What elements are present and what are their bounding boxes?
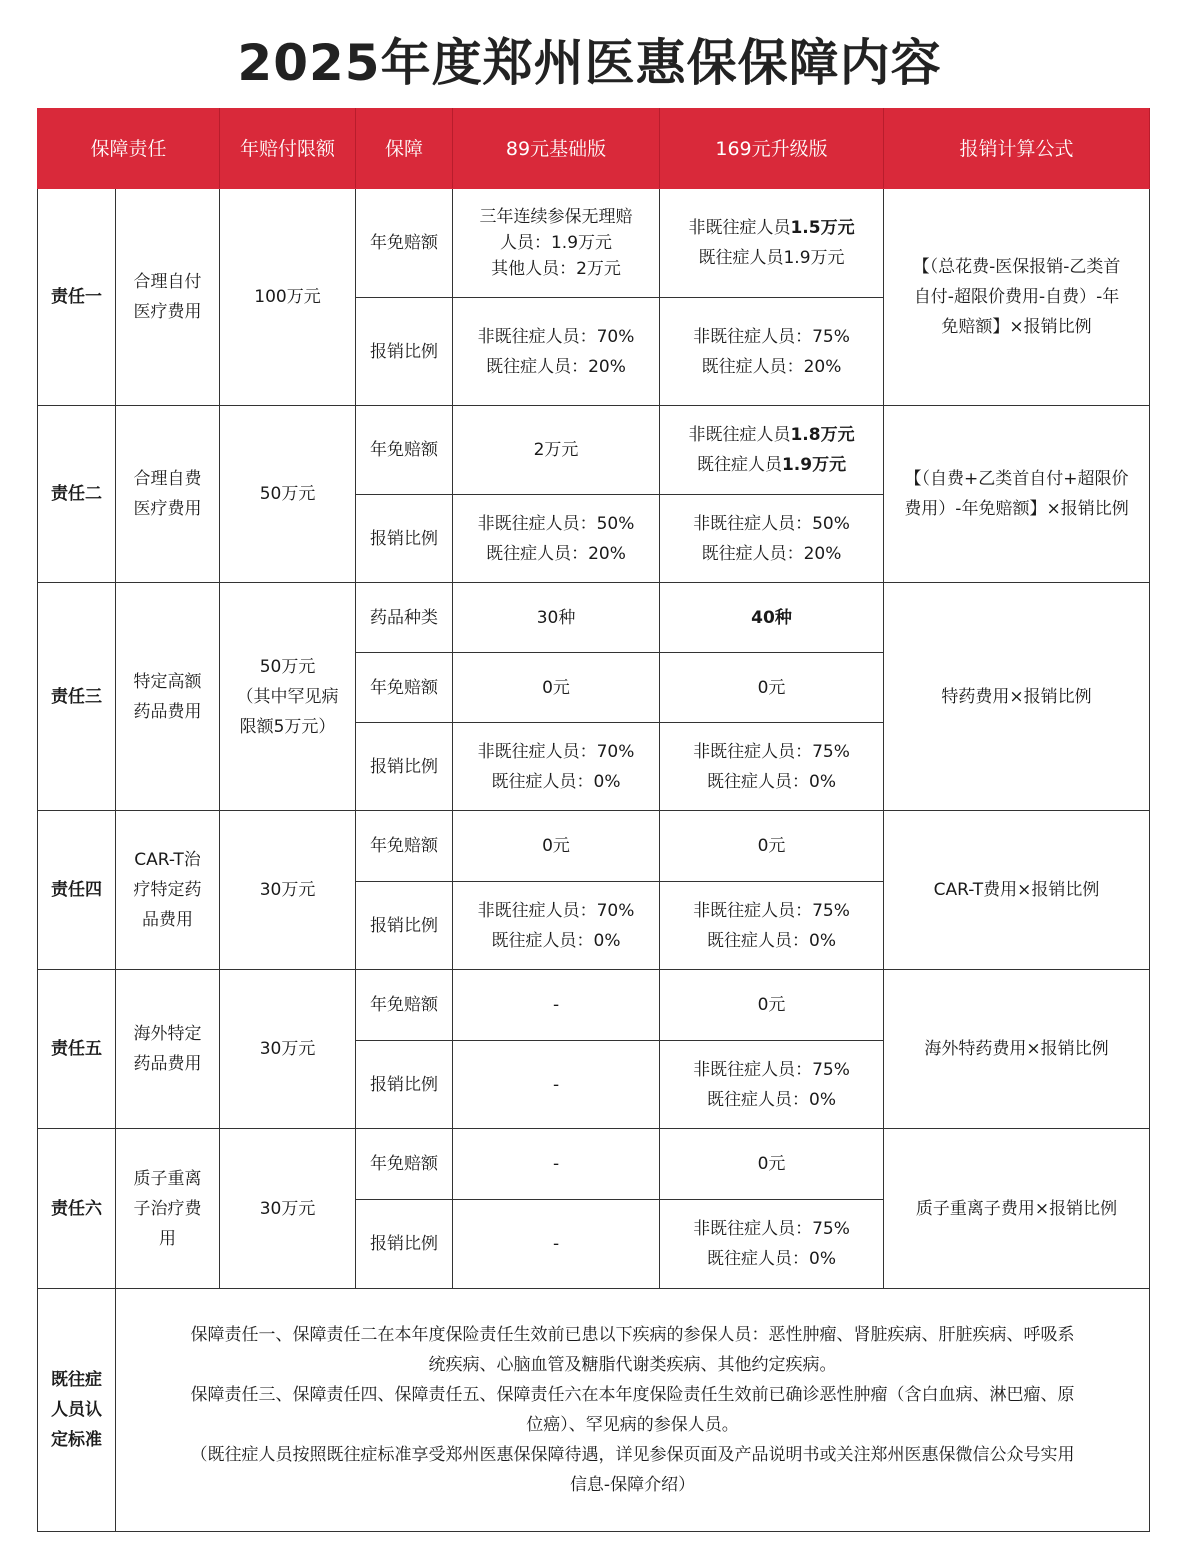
responsibility-3-desc: 特定高额 药品费用 — [116, 583, 220, 811]
header-responsibility: 保障责任 — [38, 109, 220, 189]
table-row — [38, 583, 1150, 653]
r6-formula: 质子重离子费用×报销比例 — [884, 1129, 1150, 1289]
r6-ratio-upgrade: 非既往症人员：75% 既往症人员：0% — [660, 1200, 884, 1289]
r2-formula: 【（自费+乙类首自付+超限价 费用）-年免赔额】×报销比例 — [884, 406, 1150, 583]
r5-formula: 海外特药费用×报销比例 — [884, 970, 1150, 1129]
table-row — [38, 1289, 1150, 1532]
ratio-label: 报销比例 — [356, 882, 453, 970]
r2-deductible-basic: 2万元 — [453, 406, 660, 495]
r3-formula: 特药费用×报销比例 — [884, 583, 1150, 811]
deductible-label: 年免赔额 — [356, 811, 453, 882]
r6-deductible-basic: - — [453, 1129, 660, 1200]
r5-deductible-upgrade: 0元 — [660, 970, 884, 1041]
page-title: 2025年度郑州医惠保保障内容 — [237, 34, 942, 92]
drug-type-label: 药品种类 — [356, 583, 453, 653]
table-row — [38, 189, 1150, 298]
r4-ratio-basic: 非既往症人员：70% 既往症人员：0% — [453, 882, 660, 970]
responsibility-1-name: 责任一 — [38, 189, 116, 406]
responsibility-4-name: 责任四 — [38, 811, 116, 970]
deductible-label: 年免赔额 — [356, 1129, 453, 1200]
table-row — [38, 1129, 1150, 1200]
responsibility-2-desc: 合理自费 医疗费用 — [116, 406, 220, 583]
r4-ratio-upgrade: 非既往症人员：75% 既往症人员：0% — [660, 882, 884, 970]
table-row — [38, 970, 1150, 1041]
r6-ratio-basic: - — [453, 1200, 660, 1289]
responsibility-4-limit: 30万元 — [220, 811, 356, 970]
ratio-label: 报销比例 — [356, 1200, 453, 1289]
r3-drug-basic: 30种 — [453, 583, 660, 653]
header-upgrade-plan: 169元升级版 — [660, 109, 884, 189]
ratio-label: 报销比例 — [356, 723, 453, 811]
r1-formula: 【（总花费-医保报销-乙类首 自付-超限价费用-自费）-年 免赔额】×报销比例 — [884, 189, 1150, 406]
responsibility-1-desc: 合理自付 医疗费用 — [116, 189, 220, 406]
r4-deductible-basic: 0元 — [453, 811, 660, 882]
responsibility-5-limit: 30万元 — [220, 970, 356, 1129]
table-header-row — [38, 109, 1150, 189]
responsibility-5-desc: 海外特定 药品费用 — [116, 970, 220, 1129]
responsibility-6-desc: 质子重离 子治疗费 用 — [116, 1129, 220, 1289]
r1-deductible-upgrade: 非既往症人员1.5万元 既往症人员1.9万元 — [660, 189, 884, 298]
preexisting-standard-label: 既往症 人员认 定标准 — [38, 1289, 116, 1532]
responsibility-5-name: 责任五 — [38, 970, 116, 1129]
table-row — [38, 811, 1150, 882]
r3-deductible-upgrade: 0元 — [660, 653, 884, 723]
r1-ratio-upgrade: 非既往症人员：75% 既往症人员：20% — [660, 298, 884, 406]
r1-deductible-basic: 三年连续参保无理赔 人员：1.9万元 其他人员：2万元 — [453, 189, 660, 298]
responsibility-2-name: 责任二 — [38, 406, 116, 583]
responsibility-6-name: 责任六 — [38, 1129, 116, 1289]
deductible-label: 年免赔额 — [356, 189, 453, 298]
responsibility-3-name: 责任三 — [38, 583, 116, 811]
ratio-label: 报销比例 — [356, 495, 453, 583]
r5-ratio-basic: - — [453, 1041, 660, 1129]
r2-ratio-upgrade: 非既往症人员：50% 既往症人员：20% — [660, 495, 884, 583]
r5-deductible-basic: - — [453, 970, 660, 1041]
r3-ratio-upgrade: 非既往症人员：75% 既往症人员：0% — [660, 723, 884, 811]
responsibility-3-limit: 50万元 （其中罕见病 限额5万元） — [220, 583, 356, 811]
table-row — [38, 406, 1150, 495]
r2-deductible-upgrade: 非既往症人员1.8万元 既往症人员1.9万元 — [660, 406, 884, 495]
r6-deductible-upgrade: 0元 — [660, 1129, 884, 1200]
deductible-label: 年免赔额 — [356, 653, 453, 723]
r3-ratio-basic: 非既往症人员：70% 既往症人员：0% — [453, 723, 660, 811]
r3-drug-upgrade: 40种 — [660, 583, 884, 653]
ratio-label: 报销比例 — [356, 1041, 453, 1129]
r2-ratio-basic: 非既往症人员：50% 既往症人员：20% — [453, 495, 660, 583]
responsibility-1-limit: 100万元 — [220, 189, 356, 406]
preexisting-standard-text: 保障责任一、保障责任二在本年度保险责任生效前已患以下疾病的参保人员：恶性肿瘤、肾脏疾病、肝脏疾病、呼吸系 统疾病、心脑血管及糖脂代谢类疾病、其他约定疾病。 保障责任三、保障责任四、保障责任五、保障责任六在本年度保险责任生效前已确诊恶性肿瘤（含白血病、淋巴瘤、原 位癌）、罕见病的参保人员。 （既往症人员按照既往症标准享受郑州医惠保保障待遇，详见参保页面及产品说明书或关注郑州医惠保微信公众号实用 信息-保障介绍） — [116, 1289, 1150, 1532]
deductible-label: 年免赔额 — [356, 970, 453, 1041]
responsibility-4-desc: CAR-T治 疗特定药 品费用 — [116, 811, 220, 970]
coverage-table — [37, 108, 1150, 1532]
r1-ratio-basic: 非既往症人员：70% 既往症人员：20% — [453, 298, 660, 406]
r5-ratio-upgrade: 非既往症人员：75% 既往症人员：0% — [660, 1041, 884, 1129]
ratio-label: 报销比例 — [356, 298, 453, 406]
header-formula: 报销计算公式 — [884, 109, 1150, 189]
r4-deductible-upgrade: 0元 — [660, 811, 884, 882]
r4-formula: CAR-T费用×报销比例 — [884, 811, 1150, 970]
responsibility-6-limit: 30万元 — [220, 1129, 356, 1289]
header-annual-limit: 年赔付限额 — [220, 109, 356, 189]
header-coverage: 保障 — [356, 109, 453, 189]
responsibility-2-limit: 50万元 — [220, 406, 356, 583]
deductible-label: 年免赔额 — [356, 406, 453, 495]
r3-deductible-basic: 0元 — [453, 653, 660, 723]
header-basic-plan: 89元基础版 — [453, 109, 660, 189]
